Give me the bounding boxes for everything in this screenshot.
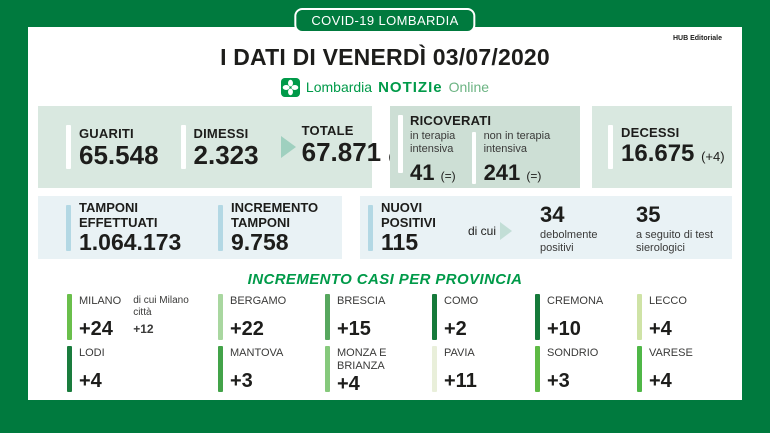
province-bar — [535, 294, 540, 340]
province-cell-lecco — [637, 294, 732, 340]
stat-label: DIMESSI — [193, 125, 249, 141]
province-name: MANTOVA — [230, 347, 284, 359]
province-cell-pavia — [432, 346, 535, 392]
nuovi-positivi-box — [360, 196, 732, 259]
arrow-right-icon — [500, 222, 512, 240]
province-bar — [67, 346, 72, 392]
province-cell-lodi — [67, 346, 218, 392]
province-value: +4 — [649, 370, 672, 392]
province-value: +3 — [230, 370, 253, 392]
covid-lombardia-badge: COVID-19 LOMBARDIA — [294, 8, 475, 33]
stat-value: 1.064.173 — [79, 229, 182, 255]
stat-caption: debolmente positivi — [540, 229, 598, 254]
province-section-heading: INCREMENTO CASI PER PROVINCIA — [247, 271, 523, 288]
stat-value: 65.548 — [79, 139, 159, 170]
stat-label: GUARITI — [79, 125, 134, 141]
province-bar — [325, 346, 330, 392]
province-cell-cremona — [535, 294, 637, 340]
province-value: +22 — [230, 318, 264, 340]
di-cui-label: di cui — [468, 223, 497, 238]
stat-tamponi-effettuati — [66, 200, 218, 255]
stat-guariti — [66, 125, 159, 169]
province-name: SONDRIO — [547, 347, 599, 359]
accent-bar — [66, 205, 71, 251]
province-value: +2 — [444, 318, 467, 340]
stat-caption: a seguito di test sierologici — [636, 229, 714, 254]
province-cell-milano — [67, 294, 218, 340]
stat-value: 9.758 — [231, 229, 289, 255]
separator-bar — [472, 132, 475, 184]
stat-value: 115 — [381, 229, 419, 255]
decessi-box — [592, 106, 732, 188]
ricoverati-box — [390, 106, 580, 188]
province-bar — [637, 294, 642, 340]
stat-sublabel: in terapia intensiva — [410, 130, 456, 155]
stat-decessi — [608, 125, 725, 170]
tamponi-box — [38, 196, 342, 259]
province-bar — [325, 294, 330, 340]
stat-label: TOTALE — [301, 123, 354, 138]
stat-label: INCREMENTO TAMPONI — [231, 200, 319, 230]
stat-value-number: 67.871 — [301, 137, 382, 167]
arrow-right-icon — [281, 136, 296, 158]
hub-editoriale-credit: HUB Editoriale — [672, 35, 722, 42]
province-cell-como — [432, 294, 535, 340]
logo-suffix-text: Online — [448, 79, 490, 95]
province-name: PAVIA — [444, 347, 475, 359]
province-value: +3 — [547, 370, 570, 392]
stat-value-number: 16.675 — [621, 139, 695, 167]
lombardia-notizie-logo — [28, 76, 742, 98]
province-name: LODI — [79, 347, 105, 359]
province-cell-brescia — [325, 294, 432, 340]
stat-delta: (+4) — [701, 148, 725, 164]
note-label: di cui Milano città — [133, 295, 189, 318]
stat-delta: (=) — [440, 169, 456, 183]
stat-incremento-tamponi — [218, 200, 331, 255]
stat-value: 34 — [540, 202, 565, 227]
province-cell-monza-e-brianza — [325, 346, 432, 395]
province-name: MONZA E BRIANZA — [337, 347, 387, 372]
province-name: CREMONA — [547, 295, 604, 307]
stat-value — [484, 161, 574, 188]
province-cell-sondrio — [535, 346, 637, 392]
page-title: I DATI DI VENERDÌ 03/07/2020 — [220, 44, 550, 70]
stat-label: NUOVI POSITIVI — [381, 200, 436, 230]
province-bar — [218, 346, 223, 392]
stat-label: DECESSI — [621, 124, 680, 140]
province-name: MILANO — [79, 295, 122, 307]
infographic-card — [28, 27, 742, 400]
province-value: +4 — [79, 370, 102, 392]
stat-terapia-intensiva — [410, 130, 472, 188]
logo-brand-text: NOTIZIe — [378, 78, 443, 96]
province-value: +4 — [649, 318, 672, 340]
province-value: +11 — [444, 370, 477, 392]
ricoverati-label: RICOVERATI — [410, 113, 492, 128]
province-value: +15 — [337, 318, 371, 340]
accent-bar — [66, 125, 71, 169]
stat-debolmente-positivi — [540, 203, 636, 255]
stats-row-2 — [38, 196, 732, 259]
province-bar — [218, 294, 223, 340]
stat-value: 35 — [636, 202, 661, 227]
accent-bar — [608, 125, 613, 169]
stat-value — [410, 161, 472, 188]
accent-bar — [368, 205, 373, 251]
logo-region-text: Lombardia — [305, 79, 373, 95]
province-name: BRESCIA — [337, 295, 386, 307]
accent-bar — [218, 205, 223, 251]
province-bar — [637, 346, 642, 392]
province-name: VARESE — [649, 347, 693, 359]
stat-sublabel: non in terapia intensiva — [483, 130, 551, 155]
province-bar — [67, 294, 72, 340]
province-cell-bergamo — [218, 294, 325, 340]
stat-delta: (=) — [526, 169, 542, 183]
province-bar — [432, 346, 437, 392]
province-cell-mantova — [218, 346, 325, 392]
note-value: +12 — [133, 322, 154, 336]
province-value: +10 — [547, 318, 581, 340]
totals-box — [38, 106, 382, 188]
province-bar — [535, 346, 540, 392]
accent-bar — [398, 115, 403, 173]
milano-citta-note — [133, 295, 195, 340]
accent-bar — [181, 125, 186, 169]
stat-test-sierologici — [636, 203, 732, 255]
province-bar — [432, 294, 437, 340]
stat-dimessi — [181, 125, 259, 169]
stat-value — [621, 140, 725, 170]
province-value: +24 — [79, 318, 113, 340]
province-value: +4 — [337, 373, 360, 395]
stat-label: TAMPONI EFFETTUATI — [79, 200, 158, 230]
rosa-camuna-icon — [281, 78, 300, 97]
province-grid — [67, 294, 732, 395]
stat-value: 2.323 — [193, 139, 259, 170]
province-name: BERGAMO — [230, 295, 287, 307]
stats-row-1 — [38, 106, 732, 188]
stat-non-terapia-intensiva — [484, 130, 574, 188]
stat-nuovi-positivi — [368, 200, 468, 255]
province-name: COMO — [444, 295, 479, 307]
province-name: LECCO — [649, 295, 687, 307]
di-cui-connector — [468, 222, 540, 240]
province-cell-varese — [637, 346, 732, 392]
stat-value-number: 41 — [410, 160, 435, 185]
stat-value-number: 241 — [483, 160, 521, 185]
